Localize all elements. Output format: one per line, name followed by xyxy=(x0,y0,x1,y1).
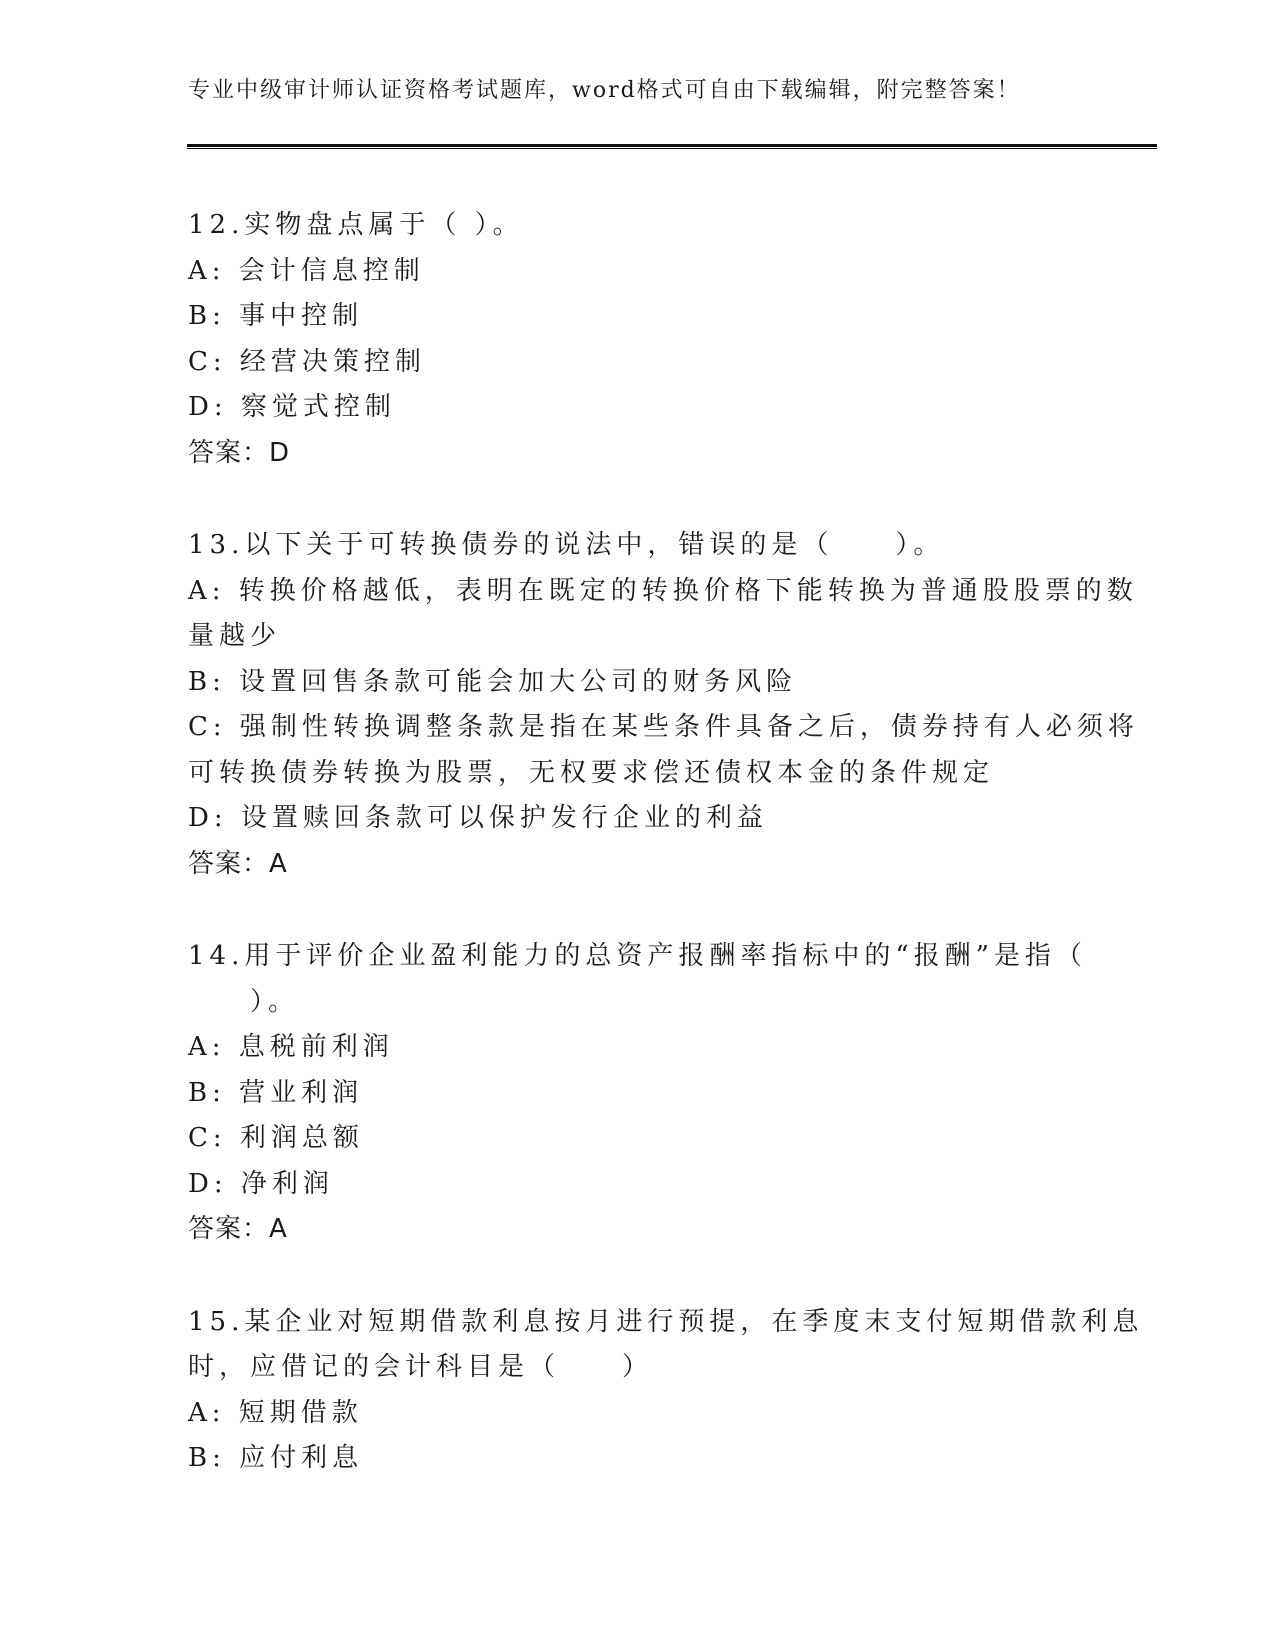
question-12 xyxy=(188,203,1088,476)
option-c: C: 利润总额 xyxy=(188,1123,364,1153)
question-stem: 12.实物盘点属于（ ）。 xyxy=(188,210,524,240)
question-14 xyxy=(188,934,1088,1253)
page-header: 专业中级审计师认证资格考试题库，word格式可自由下载编辑，附完整答案！ xyxy=(188,78,1021,103)
option-b: B: 设置回售条款可能会加大公司的财务风险 xyxy=(188,666,798,697)
question-13 xyxy=(188,523,1139,887)
header-divider xyxy=(187,144,1157,149)
option-a: A: 息税前利润 xyxy=(188,1032,394,1062)
question-stem: 14.用于评价企业盈利能力的总资产报酬率指标中的“报酬”是指（ xyxy=(188,941,1087,971)
option-a: A: 转换价格越低，表明在既定的转换价格下能转换为普通股股票的数 xyxy=(188,575,1138,606)
option-d: D: 察觉式控制 xyxy=(188,392,396,422)
question-15 xyxy=(188,1300,1144,1482)
question-stem: 13.以下关于可转换债券的说法中，错误的是（ ）。 xyxy=(188,530,945,560)
option-b: B: 事中控制 xyxy=(188,301,364,331)
option-c-continued: 可转换债券转换为股票，无权要求偿还债权本金的条件规定 xyxy=(188,757,995,788)
option-c: C: 强制性转换调整条款是指在某些条件具备之后，债券持有人必须将 xyxy=(188,712,1139,742)
question-stem: 15.某企业对短期借款利息按月进行预提，在季度末支付短期借款利息 xyxy=(188,1306,1144,1337)
question-list xyxy=(188,203,1144,1529)
option-b: B: 应付利息 xyxy=(188,1443,364,1473)
answer-line: 答案：A xyxy=(188,1214,288,1244)
option-a: A: 会计信息控制 xyxy=(188,255,425,286)
option-d: D: 净利润 xyxy=(188,1168,334,1199)
option-d: D: 设置赎回条款可以保护发行企业的利益 xyxy=(188,803,768,833)
option-b: B: 营业利润 xyxy=(188,1077,364,1108)
answer-line: 答案：A xyxy=(188,848,288,879)
question-stem-continued: 时，应借记的会计科目是（ ） xyxy=(188,1352,654,1382)
option-c: C: 经营决策控制 xyxy=(188,346,426,377)
answer-line: 答案：D xyxy=(188,437,291,468)
option-a: A: 短期借款 xyxy=(188,1397,363,1428)
option-a-continued: 量越少 xyxy=(188,621,282,651)
question-stem-continued: ）。 xyxy=(188,986,300,1017)
